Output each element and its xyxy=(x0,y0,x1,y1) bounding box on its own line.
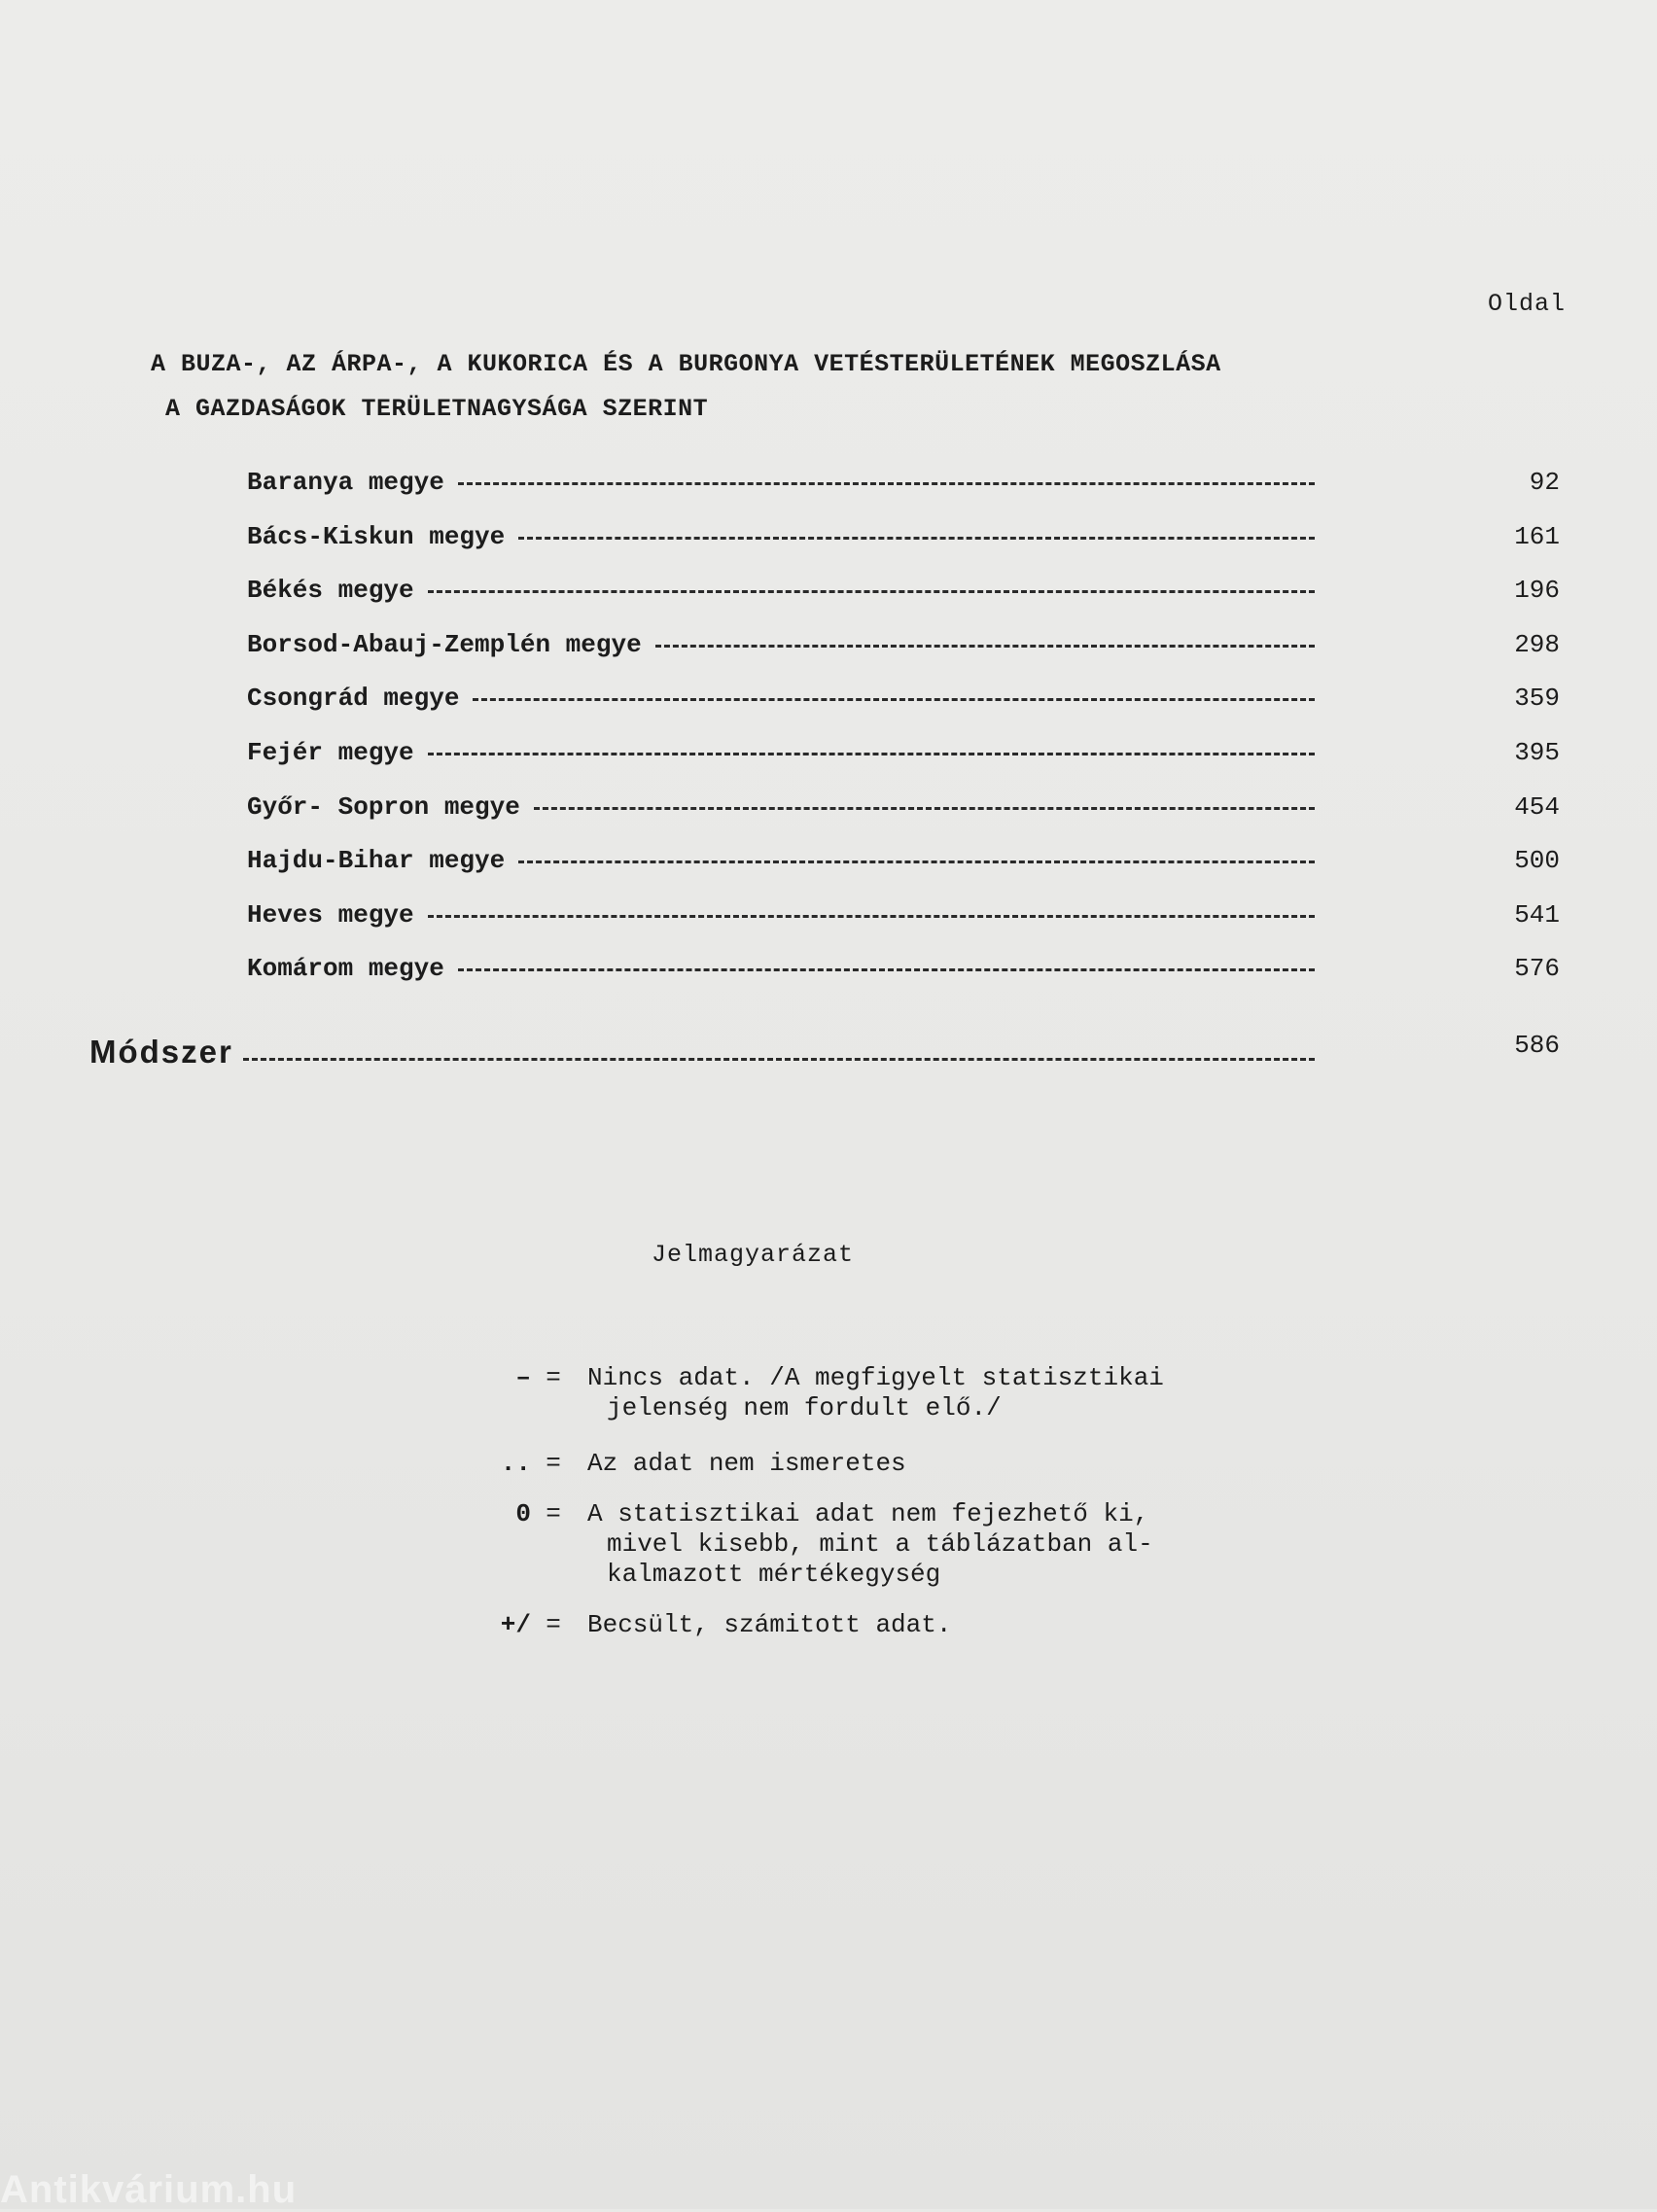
toc-item xyxy=(247,625,1560,680)
legend-equals-sign: = xyxy=(546,1499,561,1528)
toc-item-leader-dashes xyxy=(428,915,1315,918)
legend-item xyxy=(473,1449,1251,1479)
toc-item-label: Békés megye xyxy=(247,576,414,606)
toc-item xyxy=(247,841,1560,895)
toc-item-leader-dashes xyxy=(458,482,1315,485)
legend-description-line: A statisztikai adat nem fejezhető ki, xyxy=(587,1499,1149,1528)
toc-item-leader-dashes xyxy=(534,807,1315,810)
legend-symbol: .. xyxy=(500,1449,531,1478)
toc-item-label: Baranya megye xyxy=(247,468,444,497)
legend-description-line: kalmazott mértékegység xyxy=(607,1560,941,1589)
method-page-number: 586 xyxy=(1514,1031,1560,1060)
legend-description-line: Becsült, számitott adat. xyxy=(587,1610,952,1639)
toc-item xyxy=(247,463,1560,517)
toc-item-page-number: 92 xyxy=(1529,468,1560,497)
method-entry xyxy=(89,1026,1560,1078)
legend-title: Jelmagyarázat xyxy=(652,1241,855,1269)
legend-description-line: Nincs adat. /A megfigyelt statisztikai xyxy=(587,1363,1164,1392)
legend-description xyxy=(587,1449,1251,1479)
toc-item-page-number: 500 xyxy=(1514,846,1560,876)
toc-item-label: Heves megye xyxy=(247,899,414,930)
toc-item-page-number: 576 xyxy=(1514,954,1560,984)
toc-item-leader-dashes xyxy=(458,968,1315,971)
legend-symbol: 0 xyxy=(515,1499,531,1528)
toc-item-label: Bács-Kiskun megye xyxy=(247,521,506,551)
legend-symbol: +/ xyxy=(500,1610,531,1639)
toc-list xyxy=(247,463,1560,1003)
toc-item xyxy=(247,571,1560,625)
toc-item-page-number: 196 xyxy=(1514,576,1560,606)
section-title-line1: A BUZA-, AZ ÁRPA-, A KUKORICA ÉS A BURGONYA VETÉSTERÜLETÉNEK MEGOSZLÁSA xyxy=(151,350,1221,378)
legend-equals-sign: = xyxy=(546,1449,561,1478)
watermark-logo: Antikvárium.hu xyxy=(0,2168,298,2211)
toc-item xyxy=(247,733,1560,788)
toc-item-page-number: 359 xyxy=(1514,684,1560,714)
legend-item xyxy=(473,1363,1251,1423)
toc-item xyxy=(247,949,1560,1003)
section-title-line2: A GAZDASÁGOK TERÜLETNAGYSÁGA SZERINT xyxy=(165,395,709,423)
toc-item-label: Komárom megye xyxy=(247,954,444,984)
legend-description xyxy=(587,1610,1251,1640)
legend-description xyxy=(587,1499,1251,1590)
toc-item-label: Csongrád megye xyxy=(247,684,460,714)
toc-item xyxy=(247,517,1560,572)
toc-item-page-number: 454 xyxy=(1514,791,1560,822)
toc-item xyxy=(247,788,1560,842)
legend-symbol: – xyxy=(515,1363,531,1392)
legend-description xyxy=(587,1363,1251,1423)
legend-description-line: jelenség nem fordult elő./ xyxy=(607,1393,1002,1422)
legend-item xyxy=(473,1610,1251,1640)
method-leader-dashes xyxy=(243,1058,1315,1061)
toc-item xyxy=(247,895,1560,950)
section-title xyxy=(151,342,1221,432)
toc-item-page-number: 395 xyxy=(1514,737,1560,767)
toc-item-label: Hajdu-Bihar megye xyxy=(247,846,506,876)
toc-item-label: Győr- Sopron megye xyxy=(247,791,520,822)
toc-item-leader-dashes xyxy=(518,537,1315,540)
toc-item-leader-dashes xyxy=(473,698,1315,701)
toc-item-page-number: 161 xyxy=(1514,521,1560,551)
toc-item-label: Fejér megye xyxy=(247,737,414,767)
toc-item-label: Borsod-Abauj-Zemplén megye xyxy=(247,629,642,659)
legend-description-line: mivel kisebb, mint a táblázatban al- xyxy=(607,1529,1153,1559)
legend-equals-sign: = xyxy=(546,1610,561,1639)
page-column-header: Oldal xyxy=(1488,290,1567,318)
toc-item-leader-dashes xyxy=(428,753,1315,755)
toc-item-page-number: 298 xyxy=(1514,629,1560,659)
legend-equals-sign: = xyxy=(546,1363,561,1392)
legend-item xyxy=(473,1499,1251,1590)
toc-item-leader-dashes xyxy=(518,860,1315,863)
toc-item-leader-dashes xyxy=(655,645,1315,648)
toc-item-leader-dashes xyxy=(428,590,1315,593)
toc-item-page-number: 541 xyxy=(1514,899,1560,930)
legend-description-line: Az adat nem ismeretes xyxy=(587,1449,906,1478)
toc-item xyxy=(247,679,1560,733)
method-label: Módszer xyxy=(89,1034,233,1070)
